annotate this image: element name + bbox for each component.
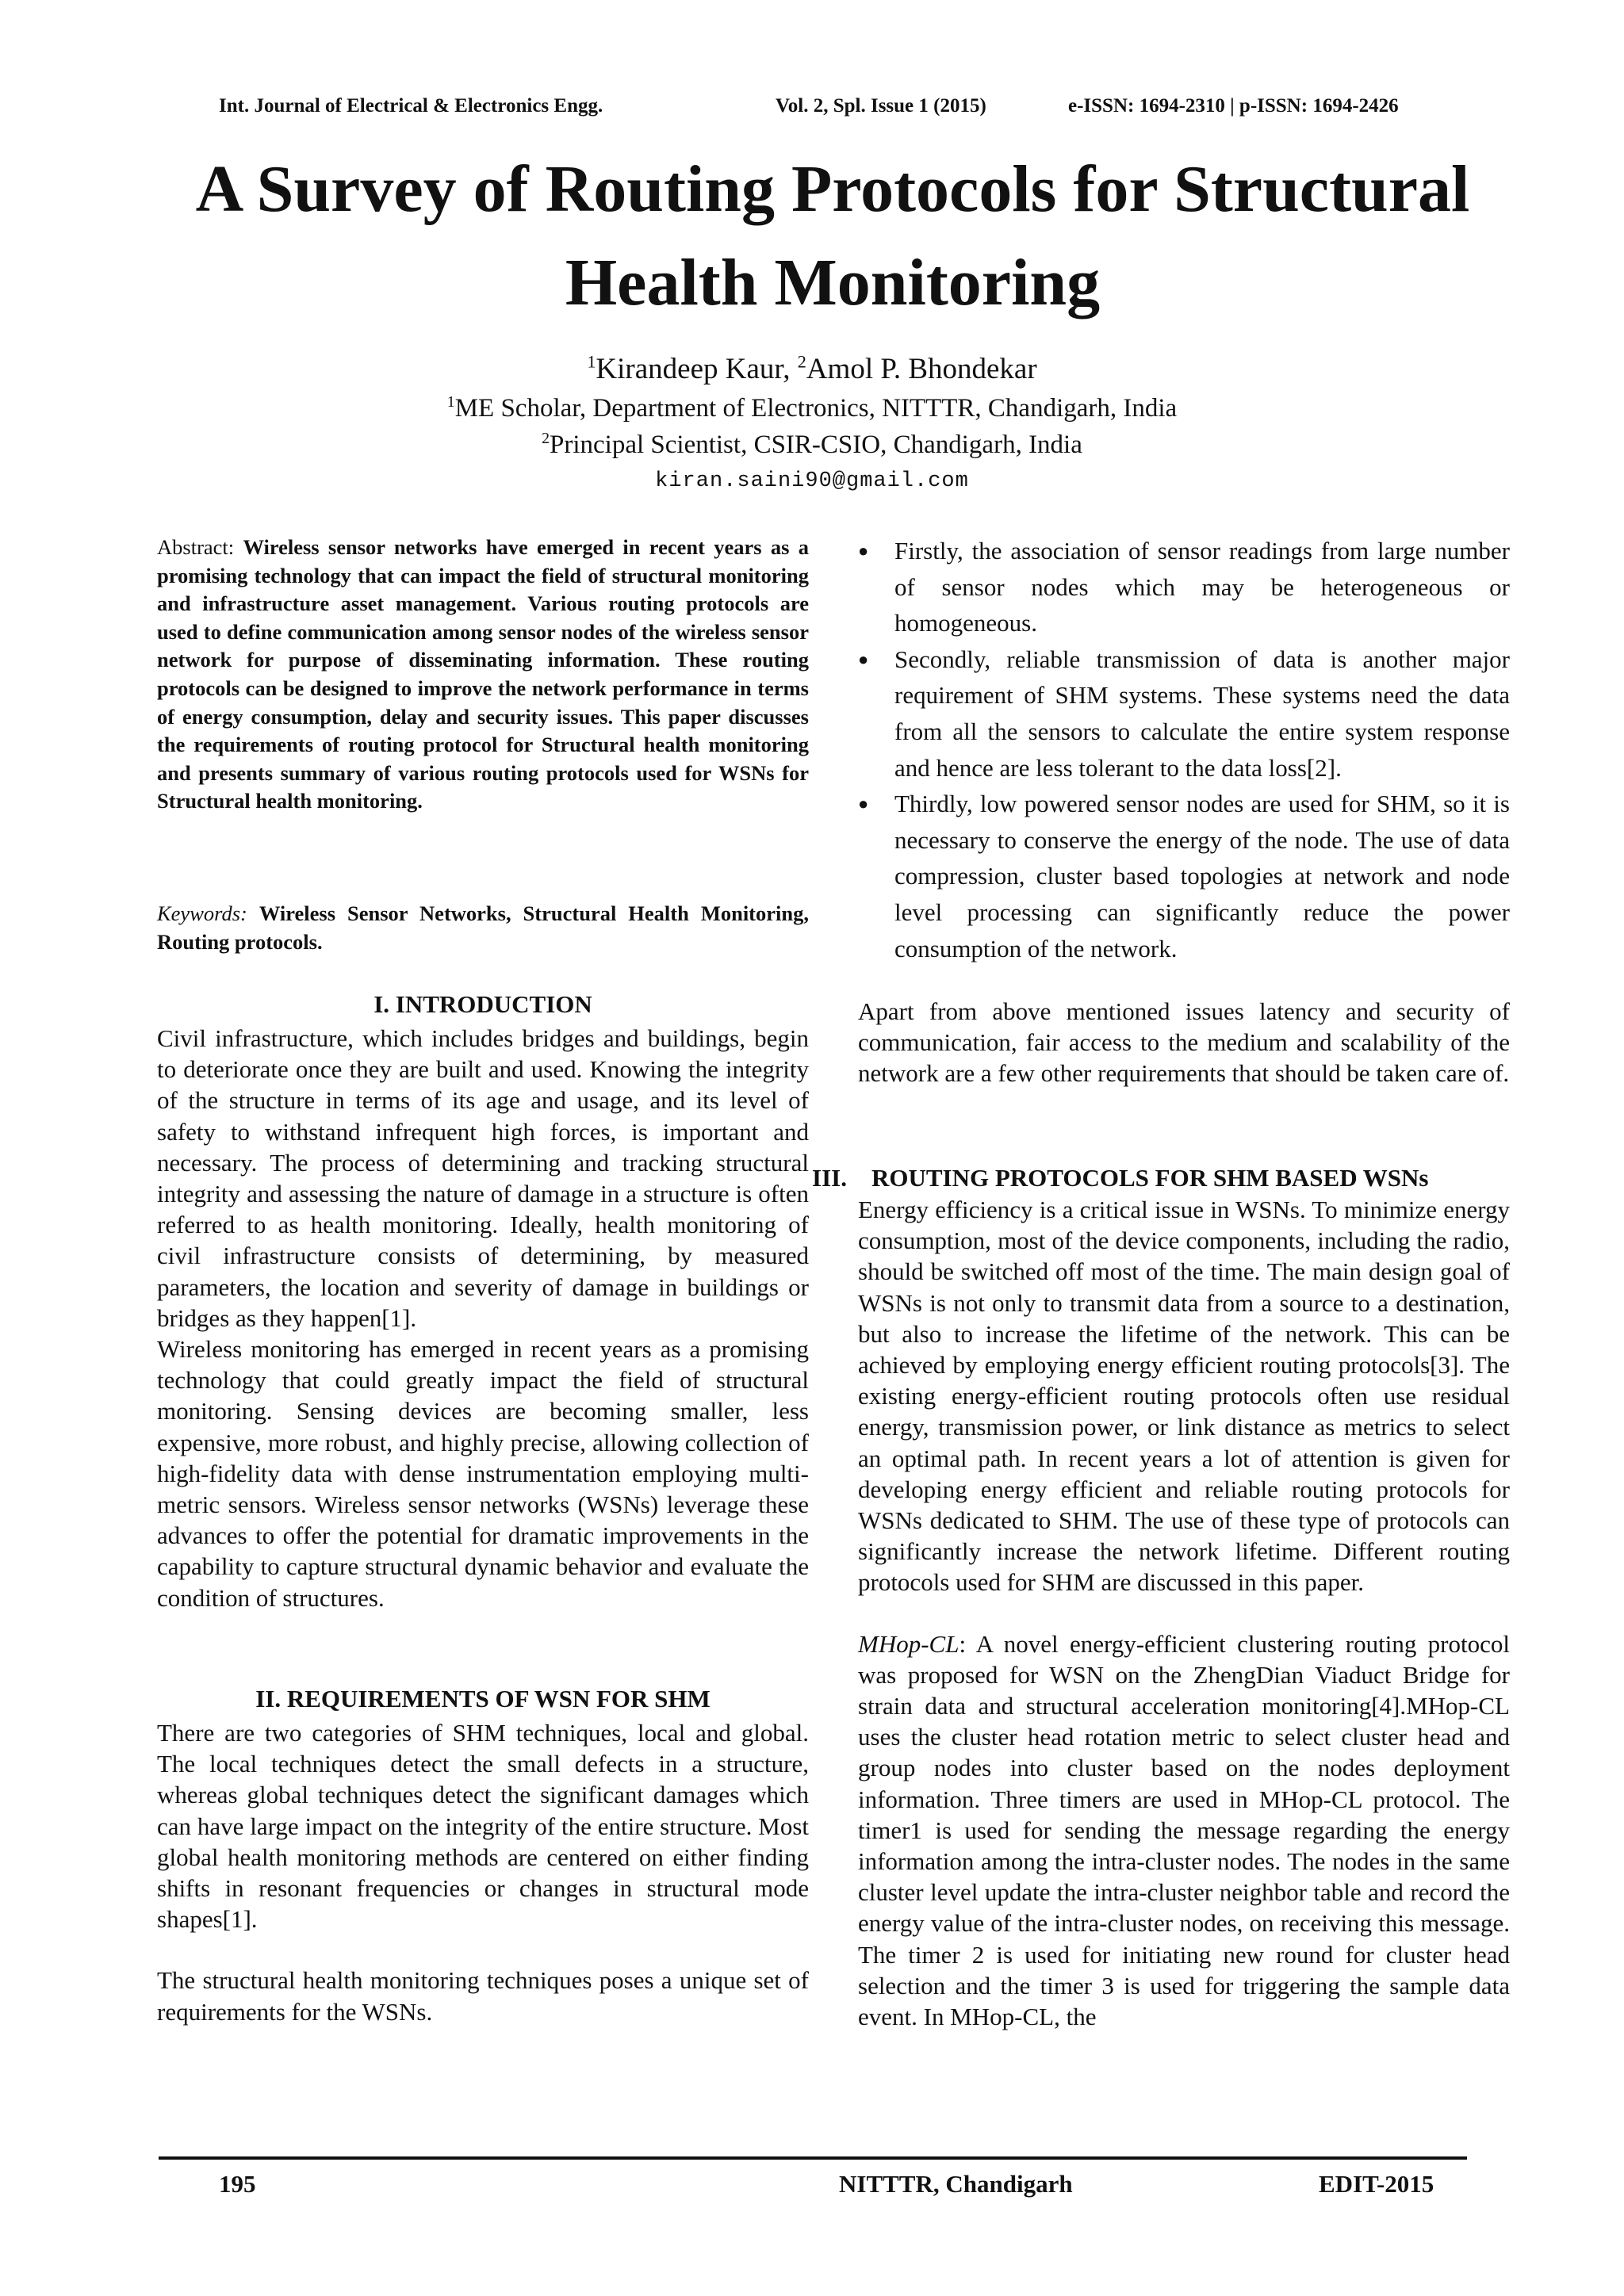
keywords [157,900,809,956]
list-item [858,786,1510,966]
footer-institution: NITTTR, Chandigarh [839,2170,1073,2198]
bullet-icon: ● [858,649,869,669]
author-block [0,349,1624,499]
author-names [0,349,1624,390]
paper-title: A Survey of Routing Protocols for Structural Health Monitoring [195,152,1470,320]
journal-name: Int. Journal of Electrical & Electronics Engg. [219,95,603,117]
routing-paragraph-1: Energy efficiency is a critical issue in WSNs. To minimize energy consumption, most of the device components, including the radio, should be switched off most of the time. The main design goal of WSNs is not only to transmit data from a source to a destination, but also to increase the lifetime of the network. This can be achieved by employing energy efficient routing protocols[3]. The existing energy-efficient routing protocols often use residual energy, transmission power, or link distance as metrics to select an optimal path. In recent years a lot of attention is given for developing energy efficient and reliable routing protocols for WSNs dedicated to SHM. The use of these type of protocols can significantly increase the network lifetime. Different routing protocols used for SHM are discussed in this paper. [858,1196,1510,1597]
author2-sup: 2 [797,351,806,372]
affil2-sup: 2 [542,430,550,447]
mhop-text: : A novel energy-efficient clustering routing protocol was proposed for WSN on the ZhengDian Viaduct Bridge for strain data and structural acceleration monitoring[4].MHop-CL uses the cluster head rotation metric to select cluster head and group nodes into cluster based on the nodes deployment information. Three timers are used in MHop-CL protocol. The timer1 is used for sending the message regarding the energy information among the intra-cluster nodes. The nodes in the same cluster level update the intra-cluster neighbor table and record the energy value of the intra-cluster nodes, on receiving this message. The timer 2 is used for initiating new round for cluster head selection and the timer 3 is used for triggering the sample data event. In MHop-CL, the [858,1629,1510,2031]
list-item-text: Thirdly, low powered sensor nodes are used for SHM, so it is necessary to conserve the energy of the node. The use of data compression, cluster based topologies at network and node level processing can significantly reduce the power consumption of the network. [894,790,1510,962]
section-routing [812,1162,1510,2032]
volume-issue: Vol. 2, Spl. Issue 1 (2015) [776,95,986,117]
author1: Kirandeep Kaur, [596,353,798,385]
requirements-list [858,533,1510,966]
req-paragraph-3: Apart from above mentioned issues latency and security of communication, fair access to the medium and scalability of the network are a few other requirements that should be taken care of. [858,997,1510,1088]
affil1-text: ME Scholar, Department of Electronics, NITTTR, Chandigarh, India [454,394,1178,423]
req-paragraph-2: The structural health monitoring techniques poses a unique set of requirements for the WSNs. [157,1966,809,2026]
footer-edition: EDIT-2015 [1319,2170,1434,2198]
intro-paragraph-1: Civil infrastructure, which includes bridges and buildings, begin to deteriorate once they are built and used. Knowing the integrity of the structure in terms of its age and usage, and its level of safety to withstand infrequent high forces, is important and necessary. The process of determining and tracking structural integrity and assessing the nature of damage in a structure is often referred to as health monitoring. Ideally, health monitoring of civil infrastructure consists of determining, by measured parameters, the location and severity of damage in buildings or bridges as they happen[1]. [157,1024,809,1332]
routing-heading-number: III. [812,1164,847,1192]
intro-heading: I. INTRODUCTION [373,990,592,1018]
bullet-icon: ● [858,541,869,561]
page-number: 195 [219,2170,256,2198]
keywords-text: Wireless Sensor Networks, Structural Health Monitoring, Routing protocols. [157,901,809,954]
list-item [858,533,1510,641]
issn: e-ISSN: 1694-2310 | p-ISSN: 1694-2426 [1068,95,1399,117]
keywords-label: Keywords: [157,901,259,925]
routing-heading [812,1162,1526,1194]
abstract-label: Abstract: [157,535,243,559]
running-header [0,95,1624,127]
mhop-label: MHop-CL [858,1629,959,1658]
intro-paragraph-2: Wireless monitoring has emerged in recent years as a promising technology that could greatly impact the field of structural monitoring. Sensing devices are becoming smaller, less expensive, more robust, and highly precise, allowing collection of high-fidelity data with dense instrumentation employing multi-metric sensors. Wireless sensor networks (WSNs) leverage these advances to offer the potential for dramatic improvements in the capability to capture structural dynamic behavior and evaluate the condition of structures. [157,1335,809,1612]
abstract [157,534,809,816]
list-item [858,641,1510,786]
list-item-text: Secondly, reliable transmission of data is another major requirement of SHM systems. These systems need the data from all the sensors to calculate the entire system response and hence are less tolerant to the data loss[2]. [894,645,1510,782]
author2: Amol P. Bhondekar [806,353,1037,385]
bullet-icon: ● [858,794,869,814]
section-introduction [157,989,809,1613]
affiliation-2 [0,427,1624,463]
author-email: kiran.saini90@gmail.com [655,469,969,493]
affil1-sup: 1 [446,393,455,411]
author1-sup: 1 [587,351,596,372]
req-paragraph-1: There are two categories of SHM techniques, local and global. The local techniques detect the small defects in a structure, whereas global techniques detect the significant damages which can have large impact on the integrity of the entire structure. Most global health monitoring methods are centered on either finding shifts in resonant frequencies or changes in structural mode shapes[1]. [157,1719,809,1934]
requirements-closing [858,996,1510,1089]
mhop-paragraph [858,1628,1510,2033]
list-item-text: Firstly, the association of sensor readings from large number of sensor nodes which may be heterogeneous or homogeneous. [894,537,1510,637]
footer-rule [159,2156,1467,2160]
section-requirements [157,1683,809,2027]
abstract-text: Wireless sensor networks have emerged in recent years as a promising technology that can impact the field of structural monitoring and infrastructure asset management. Various routing protocols are used to define communication among sensor nodes of the wireless sensor network for purpose of disseminating information. These routing protocols can be designed to improve the network performance in terms of energy consumption, delay and security issues. This paper discusses the requirements of routing protocol for Structural health monitoring and presents summary of various routing protocols used for WSNs for Structural health monitoring. [157,535,809,813]
req-heading: II. REQUIREMENTS OF WSN FOR SHM [255,1685,710,1712]
affiliation-1 [0,390,1624,427]
affil2-text: Principal Scientist, CSIR-CSIO, Chandigarh, India [550,430,1082,459]
routing-heading-text: ROUTING PROTOCOLS FOR SHM BASED WSNs [871,1164,1429,1192]
